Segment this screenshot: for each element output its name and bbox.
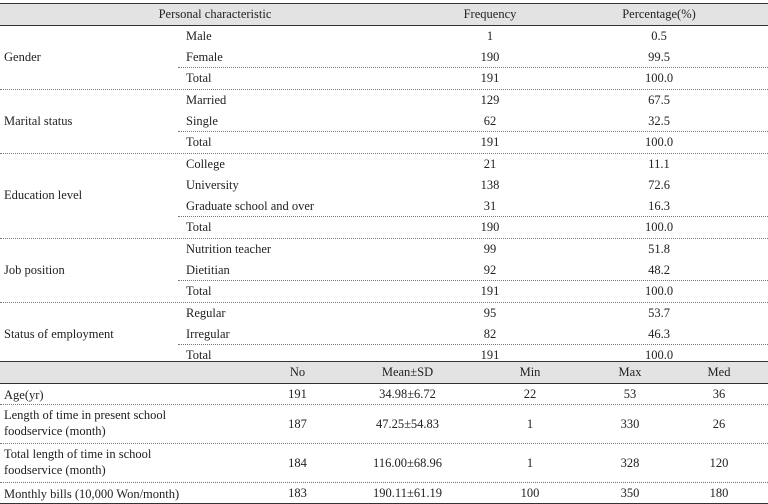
header-personal-characteristic: Personal characteristic: [158, 7, 272, 21]
stats-max: 53: [623, 387, 637, 401]
table-row: [0, 132, 768, 153]
row-item-label: Female: [186, 50, 223, 64]
row-percentage: 51.8: [648, 242, 670, 256]
row-item-label: Total: [186, 220, 212, 234]
stats-max: 350: [620, 486, 640, 500]
table-row: [0, 26, 768, 47]
row-item-label: Dietitian: [186, 263, 230, 277]
row-percentage: 11.1: [648, 157, 670, 171]
stats-row-label: [4, 407, 166, 439]
stats-med: 180: [709, 486, 729, 500]
stats-row-label-line: foodservice (month): [4, 463, 106, 477]
stats-row-label: [4, 446, 151, 478]
row-percentage: 0.5: [651, 29, 667, 43]
row-frequency: 21: [483, 157, 497, 171]
row-frequency: 62: [483, 114, 497, 128]
stats-row: [0, 444, 768, 482]
group-label: Marital status: [4, 113, 73, 128]
stats-max: 328: [620, 456, 640, 470]
stats-min: 22: [523, 387, 537, 401]
table-row: [0, 303, 768, 324]
table-row: [0, 281, 768, 302]
stats-row: [0, 483, 768, 503]
row-percentage: 100.0: [644, 135, 674, 149]
row-frequency: 191: [480, 71, 500, 85]
row-frequency: 95: [483, 306, 497, 320]
stats-row-label: [4, 387, 44, 403]
stats-mean-sd: 34.98±6.72: [379, 387, 436, 401]
stats-header-no: No: [289, 365, 306, 379]
stats-row-label-line: Monthly bills (10,000 Won/month): [4, 487, 180, 501]
stats-header-med: Med: [707, 365, 731, 379]
stats-header-mean-sd: Mean±SD: [381, 365, 434, 379]
row-percentage: 53.7: [648, 306, 670, 320]
row-percentage: 48.2: [648, 263, 670, 277]
row-frequency: 191: [480, 135, 500, 149]
table-row: [0, 154, 768, 175]
row-percentage: 99.5: [648, 50, 670, 64]
table-row: [0, 324, 768, 345]
stats-no: 187: [288, 417, 307, 431]
row-item-label: Married: [186, 93, 227, 107]
row-percentage: 100.0: [644, 348, 674, 362]
row-item-label: Total: [186, 284, 212, 298]
table-row: [0, 260, 768, 281]
row-frequency: 129: [480, 93, 500, 107]
row-frequency: 138: [480, 178, 500, 192]
stats-min: 100: [520, 486, 540, 500]
stats-mean-sd: 116.00±68.96: [373, 456, 442, 470]
row-frequency: 92: [483, 263, 497, 277]
stats-no: 184: [288, 456, 307, 470]
stats-max: 330: [620, 417, 640, 431]
row-item-label: Graduate school and over: [186, 199, 315, 213]
stats-row: [0, 384, 768, 404]
stats-mean-sd: 190.11±61.19: [373, 486, 442, 500]
row-item-label: Irregular: [186, 327, 230, 341]
stats-min: 1: [526, 417, 534, 431]
stats-no: 183: [288, 486, 307, 500]
stats-med: 26: [712, 417, 726, 431]
row-percentage: 72.6: [648, 178, 670, 192]
row-percentage: 32.5: [648, 114, 670, 128]
table-row: [0, 90, 768, 111]
stats-row-label-line: Length of time in present school: [4, 408, 167, 422]
table-row: [0, 47, 768, 68]
stats-row: [0, 405, 768, 443]
stats-mean-sd: 47.25±54.83: [375, 417, 440, 431]
row-item-label: Total: [186, 135, 212, 149]
header-frequency: Frequency: [463, 7, 517, 21]
stats-med: 120: [709, 456, 729, 470]
table-row: [0, 239, 768, 260]
table-header-row: [0, 4, 768, 25]
row-percentage: 16.3: [648, 199, 670, 213]
table-row: [0, 196, 768, 217]
row-percentage: 100.0: [644, 220, 674, 234]
row-percentage: 46.3: [648, 327, 670, 341]
row-item-label: Nutrition teacher: [186, 242, 272, 256]
stats-header-min: Min: [519, 365, 541, 379]
table-row: [0, 217, 768, 238]
row-item-label: Total: [186, 348, 212, 362]
group-label: Status of employment: [4, 326, 114, 341]
table-row: [0, 111, 768, 132]
row-frequency: 82: [483, 327, 497, 341]
row-frequency: 190: [480, 220, 500, 234]
stats-header-max: Max: [618, 365, 642, 379]
stats-row-label-line: Age(yr): [4, 388, 44, 402]
row-item-label: Regular: [186, 306, 226, 320]
stats-med: 36: [712, 387, 726, 401]
group-label: Job position: [4, 262, 65, 277]
table-row: [0, 68, 768, 89]
stats-row-label-line: Total length of time in school: [4, 447, 152, 461]
row-item-label: Single: [186, 114, 218, 128]
row-frequency: 191: [480, 348, 500, 362]
row-item-label: University: [186, 178, 239, 192]
header-percentage: Percentage(%): [622, 7, 696, 21]
row-item-label: College: [186, 157, 225, 171]
row-percentage: 100.0: [644, 284, 674, 298]
row-frequency: 190: [480, 50, 500, 64]
group-label: Gender: [4, 49, 41, 64]
stats-no: 191: [288, 387, 307, 401]
stats-header-row: [0, 362, 768, 383]
row-frequency: 191: [480, 284, 500, 298]
group-label: Education level: [4, 188, 83, 202]
stats-row-label: [4, 486, 179, 502]
row-frequency: 99: [483, 242, 497, 256]
table-row: [0, 175, 768, 196]
row-item-label: Male: [186, 29, 212, 43]
row-frequency: 31: [483, 199, 497, 213]
row-percentage: 100.0: [644, 71, 674, 85]
row-percentage: 67.5: [648, 93, 670, 107]
row-item-label: Total: [186, 71, 212, 85]
stats-min: 1: [526, 456, 534, 470]
row-frequency: 1: [486, 29, 494, 43]
stats-row-label-line: foodservice (month): [4, 424, 106, 438]
